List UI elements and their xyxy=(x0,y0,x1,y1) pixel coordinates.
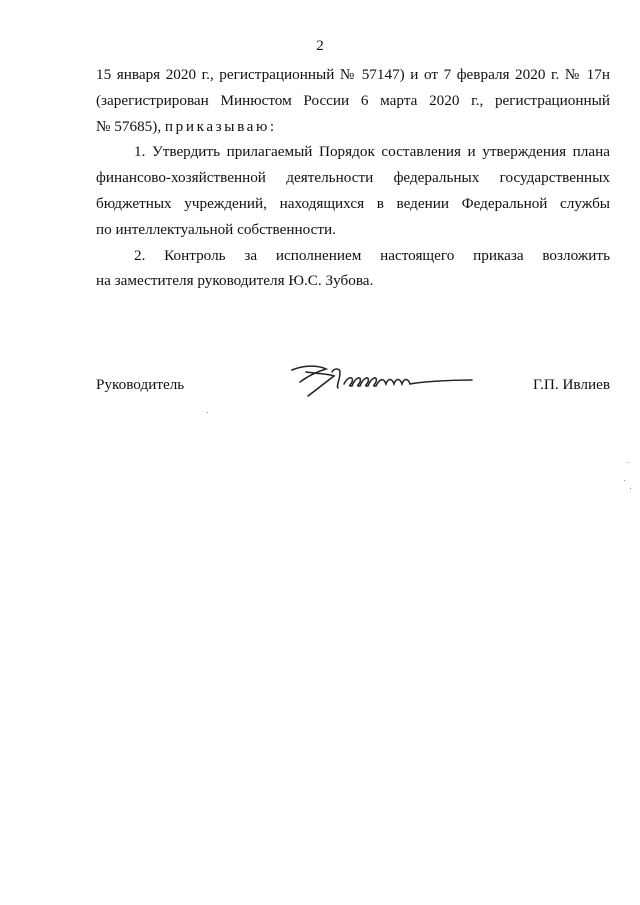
body-line: (зарегистрирован Минюстом России 6 марта 2020 г., регистрационный xyxy=(96,91,610,109)
item-1-line: финансово-хозяйственной деятельности федеральных государственных xyxy=(96,169,610,187)
signer-name: Г.П. Ивлиев xyxy=(533,376,610,393)
item-2-line: на заместителя руководителя Ю.С. Зубова. xyxy=(96,272,374,290)
body-line: 15 января 2020 г., регистрационный № 57147) и от 7 февраля 2020 г. № 17н xyxy=(96,66,610,83)
order-word: приказываю: xyxy=(164,117,277,135)
scan-speck xyxy=(630,488,631,489)
page-number: 2 xyxy=(316,38,324,54)
item-1-line: 1. Утвердить прилагаемый Порядок составления и утверждения плана xyxy=(134,143,610,161)
scan-speck xyxy=(207,412,208,413)
item-1-line: бюджетных учреждений, находящихся в ведении Федеральной службы xyxy=(96,194,610,212)
handwritten-signature-icon xyxy=(286,360,486,400)
signer-title: Руководитель xyxy=(96,376,185,393)
scan-speck xyxy=(624,480,625,481)
body-line xyxy=(96,114,610,140)
registration-number: № 57685), xyxy=(96,117,162,135)
scan-speck xyxy=(627,462,628,463)
signature-row xyxy=(96,376,610,406)
item-2-line: 2. Контроль за исполнением настоящего приказа возложить xyxy=(134,246,610,264)
document-body xyxy=(96,62,610,294)
item-1-line: по интеллектуальной собственности. xyxy=(96,220,336,238)
